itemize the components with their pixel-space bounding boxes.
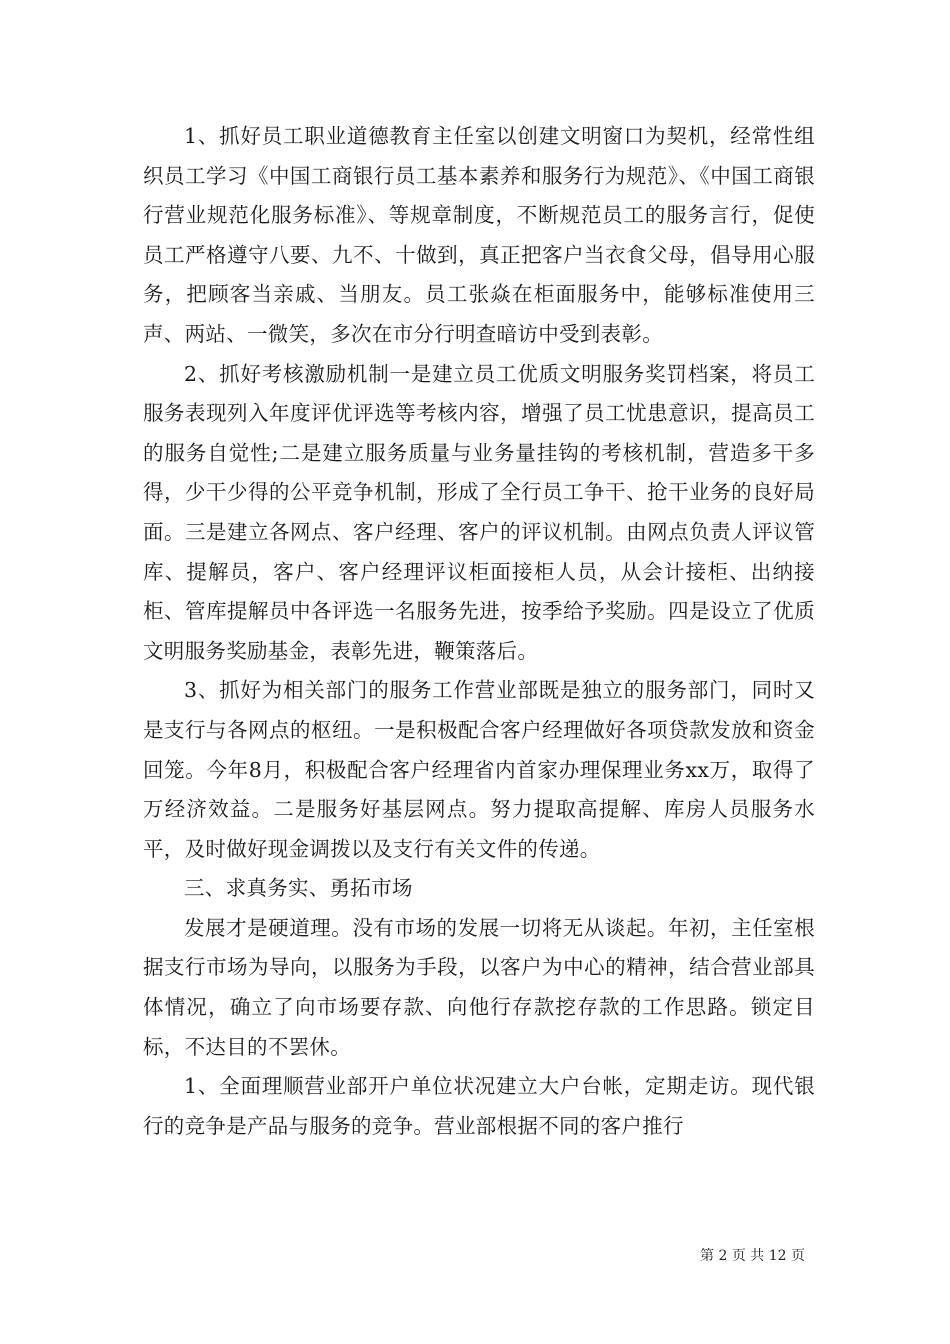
- paragraph-incentive-mechanism: 2、抓好考核激励机制一是建立员工优质文明服务奖罚档案，将员工服务表现列入年度评优评选等考核内容，增强了员工忧患意识，提高员工的服务自觉性;二是建立服务质量与业务量挂钩的考核机制，营造多干多得，少干少得的公平竞争机制，形成了全行员工争干、抢干业务的良好局面。三是建立各网点、客户经理、客户的评议机制。由网点负责人评议管库、提解员，客户、客户经理评议柜面接柜人员，从会计接柜、出纳接柜、管库提解员中各评选一名服务先进，按季给予奖励。四是设立了优质文明服务奖励基金，表彰先进，鞭策落后。: [143, 361, 815, 663]
- section-heading: 三、求真务实、勇拓市场: [184, 876, 413, 901]
- paragraph-market-development: 发展才是硬道理。没有市场的发展一切将无从谈起。年初，主任室根据支行市场为导向，以服务为手段，以客户为中心的精神，结合营业部具体情况，确立了向市场要存款、向他行存款挖存款的工作思路。锁定目标，不达目的不罢休。: [143, 915, 815, 1059]
- paragraph-ethics-education: 1、抓好员工职业道德教育主任室以创建文明窗口为契机，经常性组织员工学习《中国工商银行员工基本素养和服务行为规范》、《中国工商银行营业规范化服务标准》、等规章制度，不断规范员工的服务言行，促使员工严格遵守八要、九不、十做到，真正把客户当衣食父母，倡导用心服务，把顾客当亲戚、当朋友。员工张焱在柜面服务中，能够标准使用三声、两站、一微笑，多次在市分行明查暗访中受到表彰。: [143, 124, 815, 346]
- page-number: 第 2 页 共 12 页: [700, 1248, 805, 1264]
- document-body: [143, 117, 815, 1146]
- paragraph-account-ledger: 1、全面理顺营业部开户单位状况建立大户台帐，定期走访。现代银行的竞争是产品与服务的竞争。营业部根据不同的客户推行: [143, 1074, 815, 1138]
- paragraph-department-service: 3、抓好为相关部门的服务工作营业部既是独立的服务部门，同时又是支行与各网点的枢纽。一是积极配合客户经理做好各项贷款发放和资金回笼。今年8月，积极配合客户经理省内首家办理保理业务xx万，取得了万经济效益。二是服务好基层网点。努力提取高提解、库房人员服务水平，及时做好现金调拨以及支行有关文件的传递。: [143, 678, 815, 861]
